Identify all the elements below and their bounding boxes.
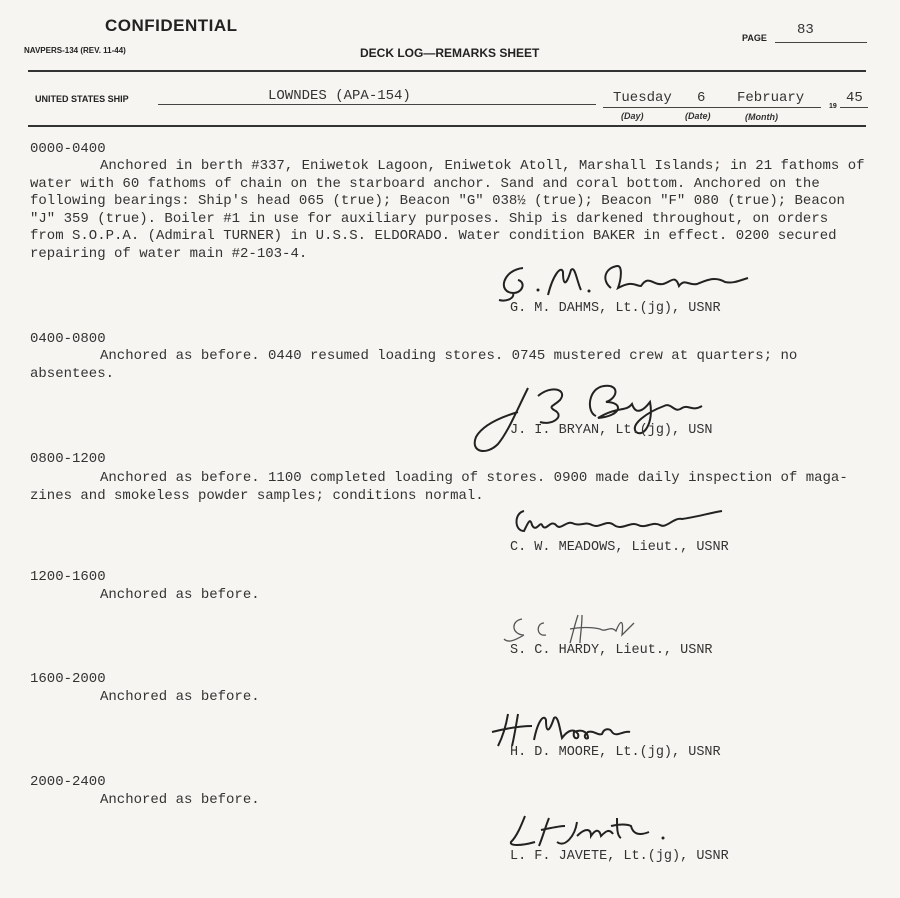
year-line [840,107,868,108]
header-rule-top [28,70,866,72]
signature-javete [505,812,675,852]
page-number-line [775,42,867,43]
watch-0000-0400: 0000-0400 [30,141,106,157]
remarks-line: water with 60 fathoms of chain on the starboard anchor. Sand and coral bottom. Anchored on the [30,175,820,192]
log-year: 45 [846,90,863,106]
signature-name: C. W. MEADOWS, Lieut., USNR [510,540,729,555]
entry-remarks [30,348,880,383]
remarks-line: Anchored as before. [100,587,260,603]
watch-2000-2400: 2000-2400 [30,774,106,790]
signature-name: J. I. BRYAN, Lt.(jg), USN [510,423,713,438]
form-number: NAVPERS-134 (REV. 11-44) [24,46,126,55]
signature-name: G. M. DAHMS, Lt.(jg), USNR [510,301,721,316]
ship-label: UNITED STATES SHIP [35,94,129,104]
remarks-line: "J" 359 (true). Boiler #1 in use for auxiliary purposes. Ship is darkened throughout, on orders [30,210,829,227]
log-day: Tuesday [613,90,672,106]
remarks-line: zines and smokeless powder samples; conditions normal. [30,487,484,504]
day-label: (Day) [621,111,644,121]
signature-name: H. D. MOORE, Lt.(jg), USNR [510,745,721,760]
page-label: PAGE [742,33,767,43]
signature-name: S. C. HARDY, Lieut., USNR [510,643,713,658]
signature-bryan [468,382,718,457]
month-label: (Month) [745,112,778,122]
signature-dahms [493,260,753,305]
ship-name: LOWNDES (APA-154) [268,88,411,104]
remarks-line: absentees. [30,365,115,382]
watch-0800-1200: 0800-1200 [30,451,106,467]
watch-1200-1600: 1200-1600 [30,569,106,585]
entry-remarks [30,689,880,707]
log-date: 6 [697,90,706,106]
remarks-line: Anchored in berth #337, Eniwetok Lagoon, Eniwetok Atoll, Marshall Islands; in 21 fathoms of [100,158,865,174]
date-line [603,107,821,108]
classification-label: CONFIDENTIAL [105,16,238,35]
remarks-line: from S.O.P.A. (Admiral TURNER) in U.S.S. ELDORADO. Water condition BAKER in effect. 0200 secured [30,228,837,244]
remarks-line: Anchored as before. 1100 completed loading of stores. 0900 made daily inspection of maga- [100,470,848,486]
page-number: 83 [797,22,814,38]
ship-name-line [158,104,596,105]
sheet-title: DECK LOG—REMARKS SHEET [360,46,540,60]
entry-remarks [30,470,880,505]
signature-name: L. F. JAVETE, Lt.(jg), USNR [510,849,729,864]
signature-meadows [510,503,725,538]
signature-moore [488,710,648,750]
log-month: February [737,90,805,106]
entry-remarks [30,587,880,605]
remarks-line: repairing of water main #2-103-4. [30,245,308,262]
remarks-line: Anchored as before. [100,792,260,808]
remarks-line: following bearings: Ship's head 065 (true); Beacon "G" 038½ (true); Beacon "F" 080 (true); Beacon [30,193,845,209]
remarks-line: Anchored as before. 0440 resumed loading stores. 0745 mustered crew at quarters; no [100,348,798,364]
entry-remarks [30,158,880,263]
entry-remarks [30,792,880,810]
watch-0400-0800: 0400-0800 [30,331,106,347]
date-label: (Date) [685,111,711,121]
watch-1600-2000: 1600-2000 [30,671,106,687]
year-prefix: 19 [829,103,837,110]
remarks-line: Anchored as before. [100,689,260,705]
header-rule-bottom [28,125,866,127]
